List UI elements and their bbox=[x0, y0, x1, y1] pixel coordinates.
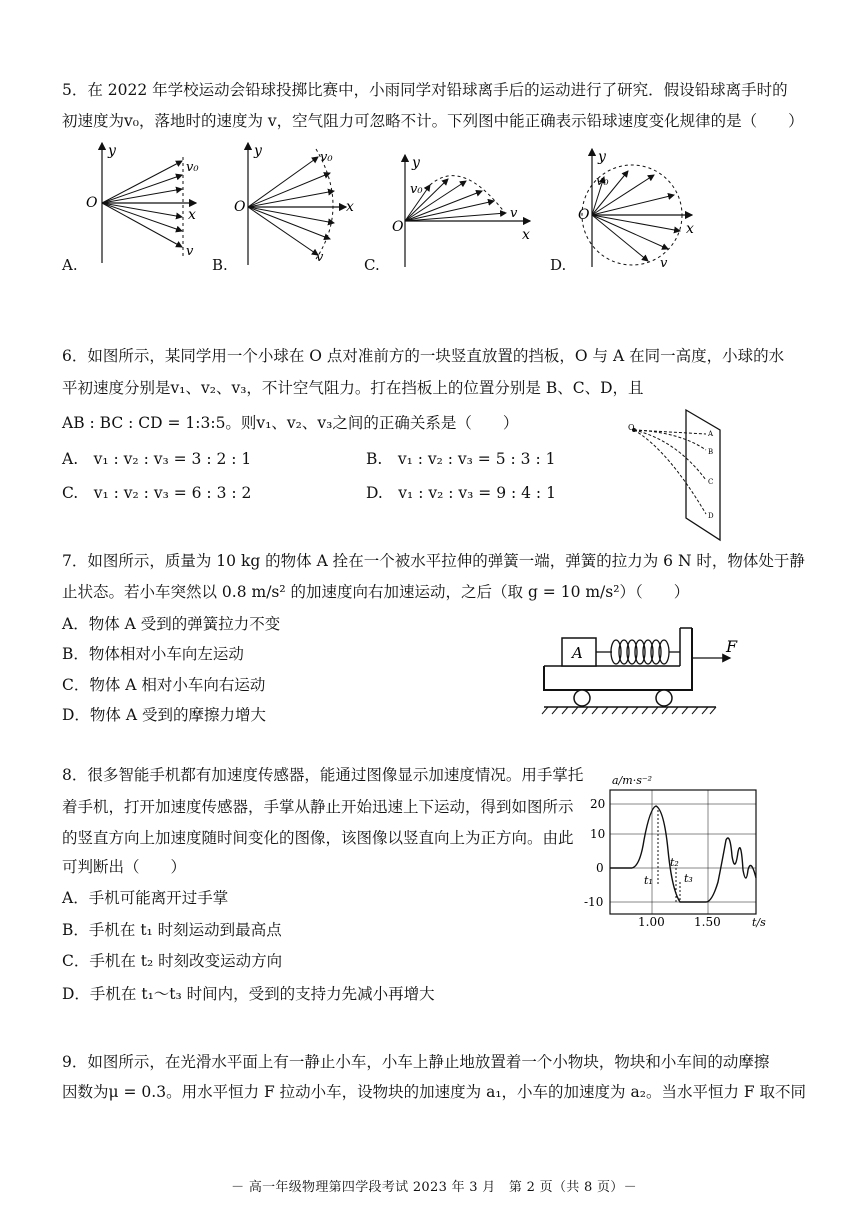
q5-line2: 初速度为v₀，落地时的速度为 v，空气阻力可忽略不计。下列图中能正确表示铅球速度变化规律的是（ ） bbox=[62, 112, 804, 130]
svg-text:v: v bbox=[316, 250, 324, 265]
svg-text:t₂: t₂ bbox=[670, 856, 679, 869]
svg-text:y: y bbox=[254, 143, 262, 159]
q9-line2: 因数为μ = 0.3。用水平恒力 F 拉动小车，设物块的加速度为 a₁，小车的加速度为 a₂。当水平恒力 F 取不同 bbox=[62, 1083, 807, 1101]
svg-text:x: x bbox=[686, 221, 694, 237]
svg-text:0: 0 bbox=[596, 861, 604, 875]
svg-text:v: v bbox=[660, 256, 668, 271]
q6-figure bbox=[620, 400, 740, 545]
q8-line3: 的竖直方向上加速度随时间变化的图像，该图像以竖直向上为正方向。由此 bbox=[62, 829, 574, 847]
q8-option-b: B．手机在 t₁ 时刻运动到最高点 bbox=[62, 921, 282, 939]
q8-line4: 可判断出（ ） bbox=[62, 858, 187, 876]
svg-text:v₀: v₀ bbox=[320, 150, 333, 165]
q6-option-d: D. v₁ : v₂ : v₃ = 9 : 4 : 1 bbox=[366, 484, 556, 502]
page-footer: － 高一年级物理第四学段考试 2023 年 3 月 第 2 页（共 8 页）－ bbox=[231, 1180, 637, 1195]
svg-text:v₀: v₀ bbox=[596, 174, 609, 189]
svg-text:v₀: v₀ bbox=[410, 182, 423, 197]
q7-option-d: D．物体 A 受到的摩擦力增大 bbox=[62, 706, 266, 724]
svg-text:O: O bbox=[578, 207, 590, 223]
svg-text:x: x bbox=[188, 207, 196, 223]
q5-option-d: D. bbox=[550, 256, 567, 274]
q9-line1: 9．如图所示，在光滑水平面上有一静止小车，小车上静止地放置着一个小物块，物块和小车间的动摩擦 bbox=[62, 1053, 770, 1071]
q7-option-b: B．物体相对小车向左运动 bbox=[62, 645, 244, 663]
svg-text:O: O bbox=[628, 423, 635, 432]
q6-line2: 平初速度分别是v₁、v₂、v₃，不计空气阻力。打在挡板上的位置分别是 B、C、D，且 bbox=[62, 379, 644, 397]
q5-figure-a bbox=[86, 143, 199, 263]
q6-option-a: A. v₁ : v₂ : v₃ = 3 : 2 : 1 bbox=[62, 450, 252, 468]
svg-text:A: A bbox=[708, 430, 714, 438]
svg-text:O: O bbox=[392, 219, 404, 235]
svg-text:-10: -10 bbox=[584, 895, 604, 909]
q7-option-a: A．物体 A 受到的弹簧拉力不变 bbox=[62, 615, 281, 633]
q8-graph bbox=[580, 770, 770, 932]
q7-line1: 7．如图所示，质量为 10 kg 的物体 A 拴在一个被水平拉伸的弹簧一端，弹簧的拉力为 6 N 时，物体处于静 bbox=[62, 552, 805, 570]
svg-text:t₁: t₁ bbox=[644, 874, 653, 887]
svg-text:O: O bbox=[234, 199, 246, 215]
svg-text:10: 10 bbox=[590, 827, 606, 841]
q5-line1: 5．在 2022 年学校运动会铅球投掷比赛中，小雨同学对铅球离手后的运动进行了研究．假设铅球离手时的 bbox=[62, 81, 788, 99]
q5-figure-b bbox=[234, 143, 354, 265]
svg-text:20: 20 bbox=[590, 797, 606, 811]
q6-option-b: B. v₁ : v₂ : v₃ = 5 : 3 : 1 bbox=[366, 450, 556, 468]
svg-text:F: F bbox=[726, 637, 738, 656]
q5-figure-c bbox=[392, 155, 530, 267]
q5a-y-label: y bbox=[108, 143, 116, 159]
q6-line1: 6．如图所示，某同学用一个小球在 O 点对准前方的一块竖直放置的挡板，O 与 A 在同一高度，小球的水 bbox=[62, 347, 785, 365]
svg-text:v: v bbox=[186, 244, 194, 259]
q6-option-c: C. v₁ : v₂ : v₃ = 6 : 3 : 2 bbox=[62, 484, 252, 502]
svg-text:v₀: v₀ bbox=[186, 160, 199, 175]
svg-text:x: x bbox=[522, 227, 530, 243]
q6-line3: AB : BC : CD = 1:3:5。则v₁、v₂、v₃之间的正确关系是（ ） bbox=[62, 414, 519, 432]
svg-text:y: y bbox=[412, 155, 420, 171]
q5-option-a: A. bbox=[62, 256, 78, 274]
q7-line2: 止状态。若小车突然以 0.8 m/s² 的加速度向右加速运动，之后（取 g = 10 m/s²）（ ） bbox=[62, 583, 690, 601]
q8-line1: 8．很多智能手机都有加速度传感器，能通过图像显示加速度情况。用手掌托 bbox=[62, 766, 584, 784]
svg-text:C: C bbox=[708, 478, 714, 486]
q5-figure-d bbox=[578, 149, 694, 271]
svg-text:t₃: t₃ bbox=[684, 872, 693, 885]
svg-text:B: B bbox=[708, 448, 714, 456]
q8-option-c: C．手机在 t₂ 时刻改变运动方向 bbox=[62, 952, 283, 970]
q8-line2: 着手机，打开加速度传感器，手掌从静止开始迅速上下运动，得到如图所示 bbox=[62, 798, 574, 816]
svg-text:y: y bbox=[598, 149, 606, 165]
q8-option-a: A．手机可能离开过手掌 bbox=[62, 889, 229, 907]
q7-option-c: C．物体 A 相对小车向右运动 bbox=[62, 676, 266, 694]
svg-text:1.00: 1.00 bbox=[638, 915, 665, 929]
svg-text:1.50: 1.50 bbox=[694, 915, 721, 929]
q5-option-c: C. bbox=[364, 256, 380, 274]
q8-ylabel: a/m·s⁻² bbox=[612, 774, 653, 787]
svg-text:t/s: t/s bbox=[752, 916, 766, 929]
q8-option-d: D．手机在 t₁～t₃ 时间内，受到的支持力先减小再增大 bbox=[62, 985, 435, 1003]
svg-text:A: A bbox=[572, 644, 583, 662]
q7-figure bbox=[540, 620, 770, 720]
svg-text:x: x bbox=[346, 199, 354, 215]
svg-text:O: O bbox=[86, 195, 98, 211]
q5-option-b: B. bbox=[212, 256, 228, 274]
svg-text:D: D bbox=[708, 512, 714, 520]
q5-figures bbox=[0, 135, 868, 280]
svg-text:v: v bbox=[510, 206, 518, 221]
